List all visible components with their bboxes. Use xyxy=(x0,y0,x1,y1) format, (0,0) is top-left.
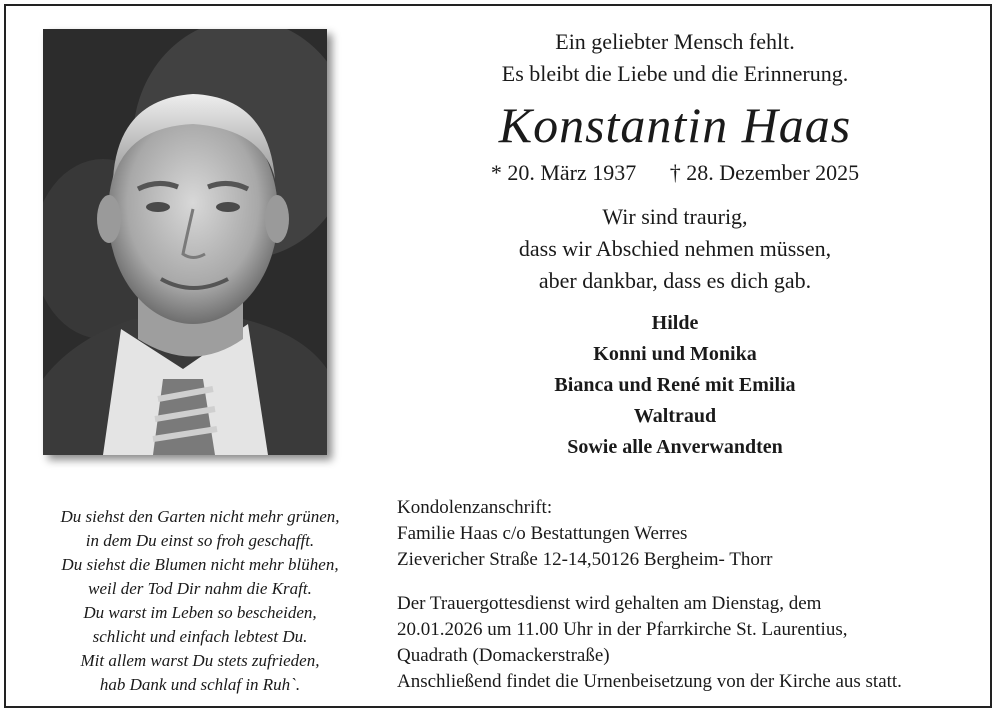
service-line: Quadrath (Domackerstraße) xyxy=(397,645,610,666)
mourner-name: Hilde xyxy=(651,312,699,334)
service-line: Der Trauergottesdienst wird gehalten am Dienstag, dem xyxy=(397,593,822,614)
condolence-line: Zievericher Straße 12-14,50126 Bergheim- Thorr xyxy=(397,549,773,570)
birth-date: * 20. März 1937 xyxy=(490,160,637,185)
condolence-line: Familie Haas c/o Bestattungen Werres xyxy=(397,523,688,544)
motto-line: Ein geliebter Mensch fehlt. xyxy=(555,29,795,54)
farewell-verse xyxy=(350,201,1000,297)
deceased-name: Konstantin Haas xyxy=(498,97,852,153)
death-date: † 28. Dezember 2025 xyxy=(669,160,860,185)
poem-line: schlicht und einfach lebtest Du. xyxy=(92,627,308,646)
verse-line: aber dankbar, dass es dich gab. xyxy=(538,268,812,293)
life-dates xyxy=(350,158,1000,188)
condolence-line: Kondolenzanschrift: xyxy=(397,497,553,518)
poem xyxy=(30,505,370,697)
mourners-list xyxy=(350,308,1000,463)
poem-line: hab Dank und schlaf in Ruh`. xyxy=(99,675,301,694)
poem-line: in dem Du einst so froh geschafft. xyxy=(85,531,315,550)
verse-line: dass wir Abschied nehmen müssen, xyxy=(518,236,832,261)
poem-line: Du warst im Leben so bescheiden, xyxy=(83,603,317,622)
motto-line: Es bleibt die Liebe und die Erinnerung. xyxy=(501,61,849,86)
service-info xyxy=(397,591,902,695)
mourner-name: Bianca und René mit Emilia xyxy=(554,374,796,396)
poem-line: Du siehst den Garten nicht mehr grünen, xyxy=(60,507,340,526)
service-line: Anschließend findet die Urnenbeisetzung von der Kirche aus statt. xyxy=(397,671,902,692)
verse-line: Wir sind traurig, xyxy=(602,204,748,229)
mourner-name: Konni und Monika xyxy=(593,343,757,365)
mourner-name: Waltraud xyxy=(633,405,717,427)
poem-line: Du siehst die Blumen nicht mehr blühen, xyxy=(61,555,339,574)
motto xyxy=(350,26,1000,90)
portrait-photo xyxy=(43,29,327,455)
poem-line: weil der Tod Dir nahm die Kraft. xyxy=(88,579,312,598)
service-line: 20.01.2026 um 11.00 Uhr in der Pfarrkirche St. Laurentius, xyxy=(397,619,848,640)
mourner-name: Sowie alle Anverwandten xyxy=(567,436,783,458)
condolence-address xyxy=(397,495,773,573)
poem-line: Mit allem warst Du stets zufrieden, xyxy=(80,651,320,670)
